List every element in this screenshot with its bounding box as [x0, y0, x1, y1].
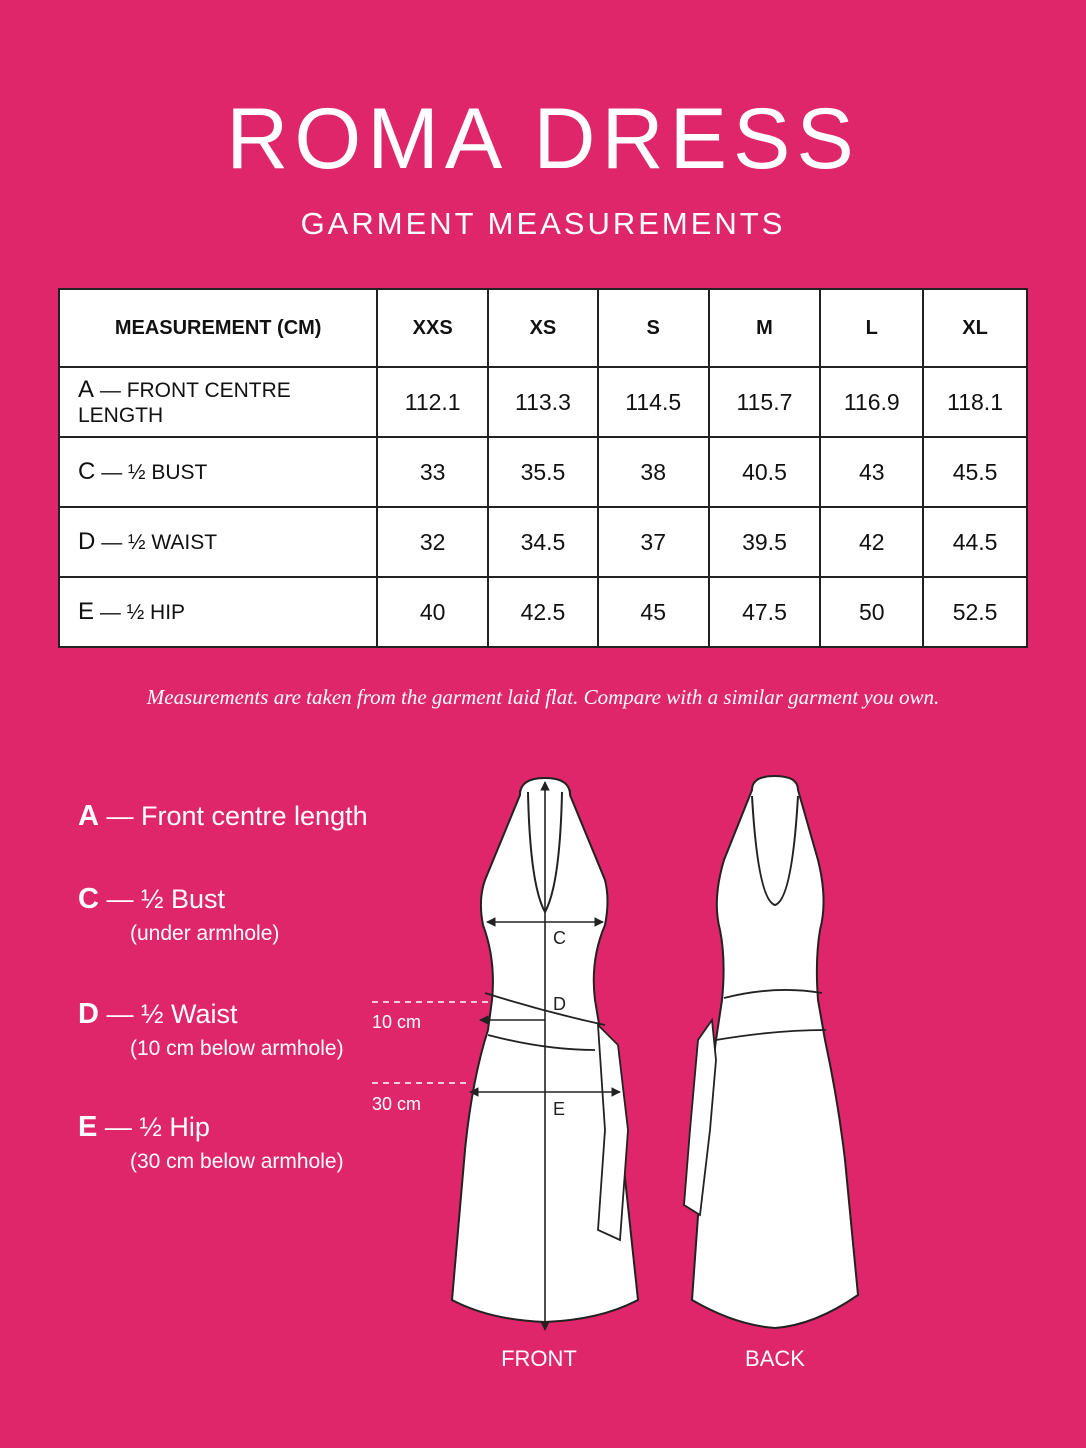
- marker-d: D: [553, 994, 566, 1014]
- waist-offset-label: 10 cm: [372, 1012, 422, 1032]
- table-cell: 116.9: [820, 367, 923, 437]
- row-label-text: — FRONT CENTRE LENGTH: [78, 379, 291, 427]
- table-cell: 113.3: [488, 367, 598, 437]
- page-title: ROMA DRESS: [226, 91, 860, 187]
- table-cell: 42.5: [488, 577, 598, 647]
- table-cell: 115.7: [709, 367, 821, 437]
- marker-c: C: [553, 928, 566, 948]
- front-dress-drawing: [452, 778, 638, 1330]
- hip-offset-label: 30 cm: [372, 1094, 422, 1114]
- legend-detail: (under armhole): [130, 922, 280, 945]
- row-letter: E: [78, 598, 95, 625]
- legend-label: — Front centre length: [106, 801, 368, 831]
- table-cell: 50: [820, 577, 923, 647]
- table-cell: 39.5: [709, 507, 821, 577]
- header-size-xxs: XXS: [377, 289, 488, 367]
- table-cell: 44.5: [923, 507, 1027, 577]
- table-cell: 52.5: [923, 577, 1027, 647]
- table-cell: 35.5: [488, 437, 598, 507]
- back-dress-drawing: [684, 776, 858, 1328]
- legend-label: — ½ Waist: [106, 999, 238, 1029]
- front-label: FRONT: [501, 1346, 577, 1371]
- legend-detail: (10 cm below armhole): [130, 1037, 344, 1060]
- legend-label: — ½ Bust: [106, 884, 226, 914]
- marker-e: E: [553, 1099, 566, 1119]
- table-cell: 118.1: [923, 367, 1027, 437]
- row-letter: C: [78, 458, 96, 485]
- header-size-l: L: [820, 289, 923, 367]
- legend-letter: A: [78, 800, 99, 832]
- header-size-xl: XL: [923, 289, 1027, 367]
- row-label-text: — ½ HIP: [99, 601, 186, 624]
- measurement-note: Measurements are taken from the garment laid flat. Compare with a similar garment you own.: [146, 685, 940, 709]
- row-label-text: — ½ WAIST: [101, 531, 218, 554]
- table-cell: 33: [377, 437, 488, 507]
- table-cell: 45.5: [923, 437, 1027, 507]
- row-letter: D: [78, 528, 96, 555]
- table-cell: 34.5: [488, 507, 598, 577]
- table-cell: 38: [598, 437, 709, 507]
- legend-detail: (30 cm below armhole): [130, 1150, 344, 1173]
- page-subtitle: GARMENT MEASUREMENTS: [300, 206, 786, 241]
- table-cell: 40.5: [709, 437, 821, 507]
- legend-letter: D: [78, 998, 99, 1030]
- table-cell: 45: [598, 577, 709, 647]
- table-cell: 42: [820, 507, 923, 577]
- table-cell: 114.5: [598, 367, 709, 437]
- row-letter: A: [78, 376, 95, 403]
- table-cell: 37: [598, 507, 709, 577]
- table-cell: 112.1: [377, 367, 488, 437]
- back-label: BACK: [745, 1346, 805, 1371]
- table-cell: 43: [820, 437, 923, 507]
- legend-letter: E: [78, 1111, 98, 1143]
- table-cell: 32: [377, 507, 488, 577]
- table-cell: 40: [377, 577, 488, 647]
- back-dress-body: [692, 776, 858, 1328]
- header-size-m: M: [709, 289, 821, 367]
- header-size-s: S: [598, 289, 709, 367]
- table-cell: 47.5: [709, 577, 821, 647]
- row-label-text: — ½ BUST: [101, 461, 208, 484]
- legend-label: — ½ Hip: [104, 1112, 210, 1142]
- header-size-xs: XS: [488, 289, 598, 367]
- header-measurement: MEASUREMENT (CM): [59, 289, 377, 367]
- legend-letter: C: [78, 883, 99, 915]
